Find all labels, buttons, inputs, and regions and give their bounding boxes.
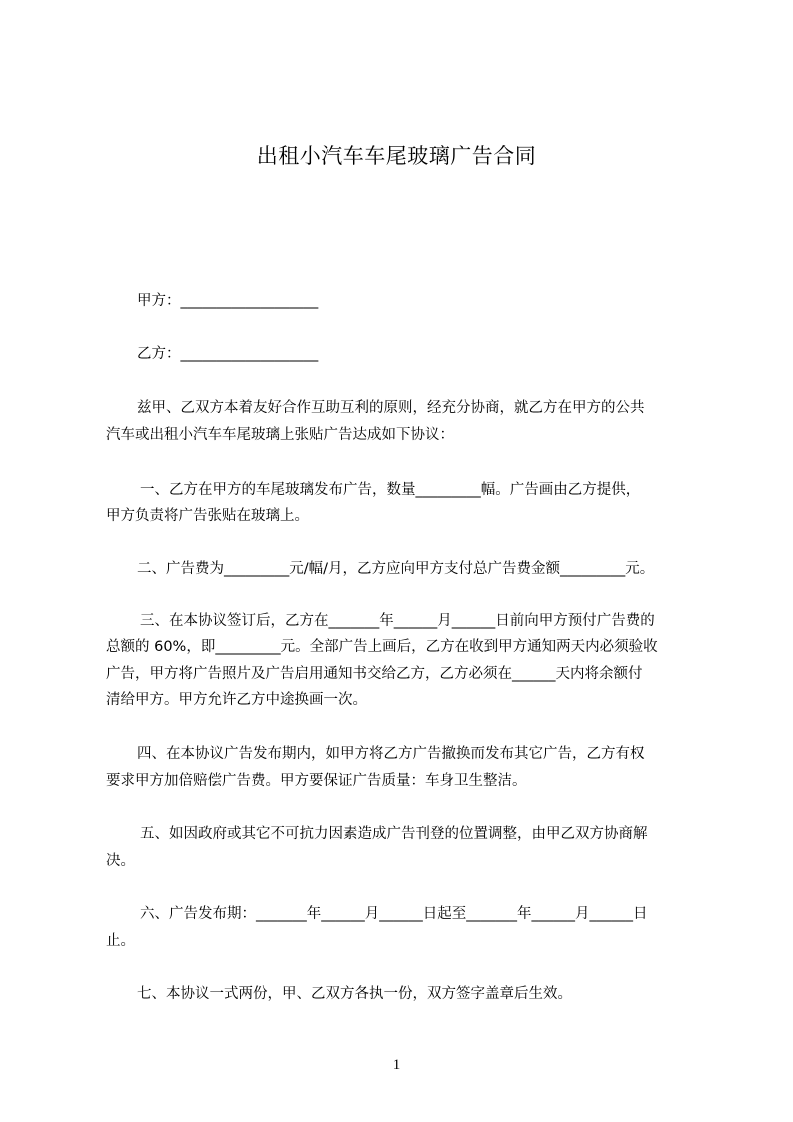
paragraph-line: 汽车或出租小汽车车尾玻璃上张贴广告达成如下协议：: [106, 427, 454, 443]
paragraph-line: 一、乙方在甲方的车尾玻璃发布广告，数量_________幅。广告画由乙方提供，: [140, 482, 641, 498]
paragraph-line: 广告，甲方将广告照片及广告启用通知书交给乙方，乙方必须在______天内将余额付: [106, 666, 643, 682]
document-title: 出租小汽车车尾玻璃广告合同: [256, 144, 537, 168]
paragraph-line: 决。: [106, 853, 135, 869]
party-a-line: 甲方：___________________: [137, 293, 319, 309]
paragraph-line: 清给甲方。甲方允许乙方中途换画一次。: [106, 692, 367, 708]
paragraph-line: 六、广告发布期：_______年______月______日起至_______年______月______日: [140, 906, 648, 922]
paragraph-line: 要求甲方加倍赔偿广告费。甲方要保证广告质量：车身卫生整洁。: [106, 773, 527, 789]
paragraph-line: 四、在本协议广告发布期内，如甲方将乙方广告撤换而发布其它广告，乙方有权: [137, 746, 645, 762]
page-number: 1: [392, 1057, 401, 1073]
paragraph-line: 五、如因政府或其它不可抗力因素造成广告刊登的位置调整，由甲乙双方协商解: [140, 826, 648, 842]
paragraph-line: 兹甲、乙双方本着友好合作互助互利的原则，经充分协商，就乙方在甲方的公共: [137, 400, 645, 416]
paragraph-line: 止。: [106, 933, 135, 949]
paragraph-line: 七、本协议一式两份，甲、乙双方各执一份，双方签字盖章后生效。: [137, 986, 572, 1002]
paragraph-line: 甲方负责将广告张贴在玻璃上。: [106, 508, 309, 524]
paragraph-line: 总额的 60%，即_________元。全部广告上画后，乙方在收到甲方通知两天内必须验收: [106, 639, 658, 655]
paragraph-line: 三、在本协议签订后，乙方在_______年______月______日前向甲方预付广告费的: [140, 613, 655, 629]
paragraph-line: 二、广告费为_________元/幅/月，乙方应向甲方支付总广告费金额_________元。: [137, 561, 655, 577]
party-b-line: 乙方：___________________: [137, 346, 319, 362]
